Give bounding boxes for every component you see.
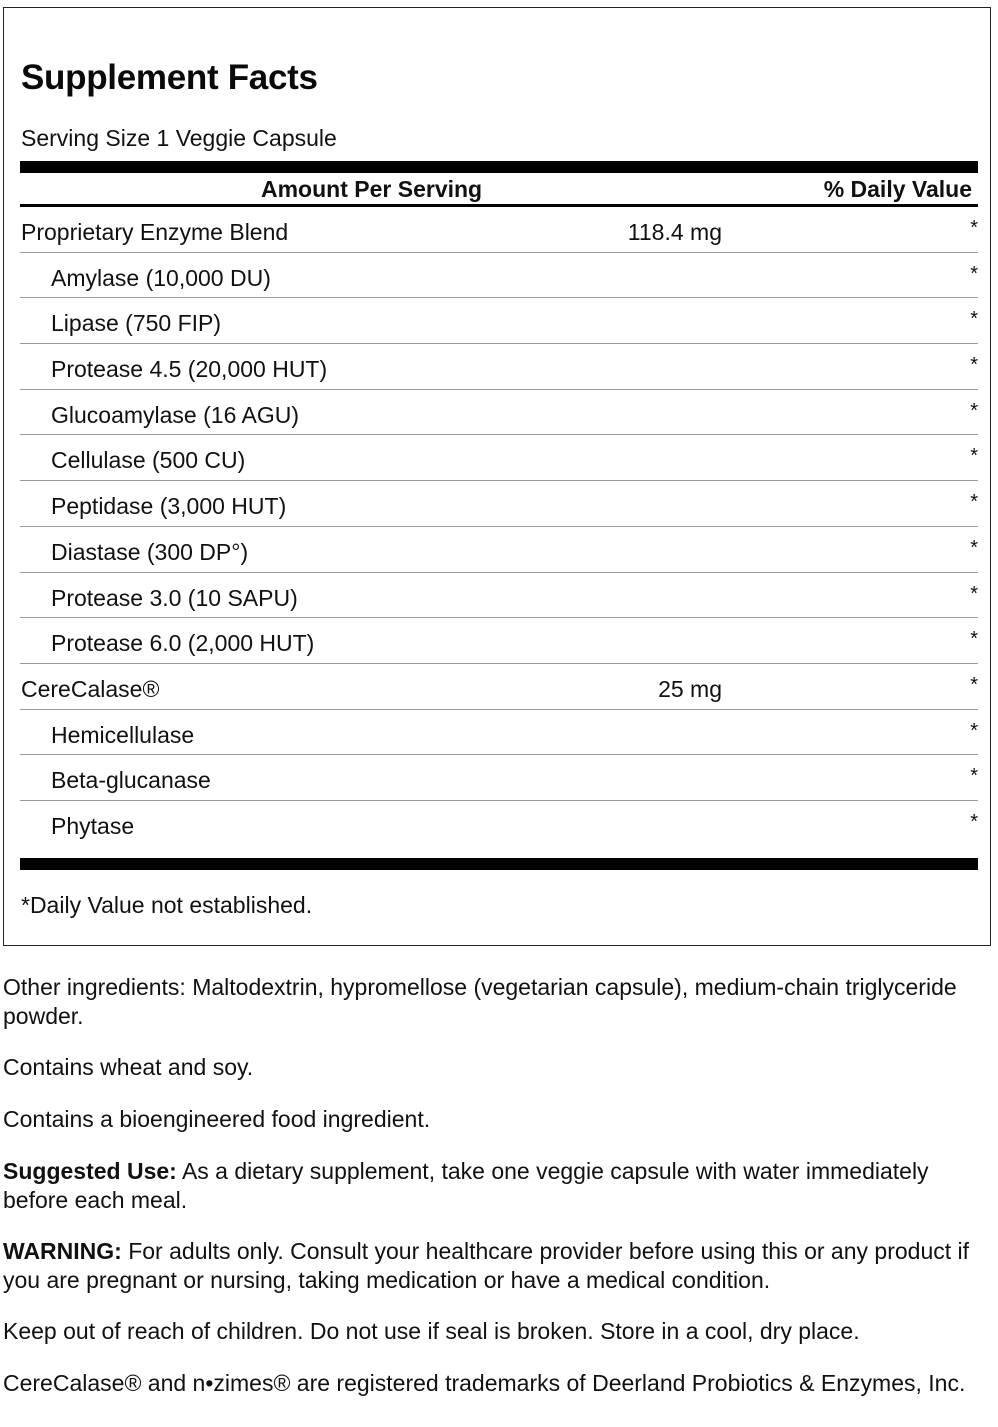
table-row bbox=[20, 710, 978, 756]
daily-value-mark: * bbox=[970, 582, 978, 605]
ingredient-name: Proprietary Enzyme Blend bbox=[21, 219, 289, 245]
suggested-use-text: As a dietary supplement, take one veggie capsule with water immediately before each meal. bbox=[3, 1158, 929, 1213]
ingredient-name: Protease 6.0 (2,000 HUT) bbox=[51, 630, 315, 657]
header-amount-per-serving: Amount Per Serving bbox=[261, 176, 483, 202]
ingredient-amount: 118.4 mg bbox=[627, 219, 722, 245]
ingredient-name: Glucoamylase (16 AGU) bbox=[51, 401, 299, 428]
daily-value-mark: * bbox=[970, 354, 978, 377]
table-row bbox=[20, 481, 978, 527]
ingredient-name: Peptidase (3,000 HUT) bbox=[51, 493, 287, 520]
trademark-statement: CereCalase® and n•zimes® are registered trademarks of Deerland Probiotics & Enzymes, Inc. bbox=[3, 1370, 966, 1396]
ingredient-name: Beta-glucanase bbox=[51, 767, 211, 794]
daily-value-mark: * bbox=[970, 262, 978, 285]
top-thick-rule bbox=[20, 161, 978, 173]
storage-statement: Keep out of reach of children. Do not use if seal is broken. Store in a cool, dry place. bbox=[3, 1318, 860, 1344]
ingredient-name: Phytase bbox=[51, 812, 135, 839]
table-row bbox=[20, 573, 978, 619]
bottom-thick-rule bbox=[20, 858, 978, 870]
suggested-use bbox=[3, 1157, 995, 1214]
warning-label: WARNING: bbox=[3, 1238, 122, 1264]
warning bbox=[3, 1237, 995, 1294]
daily-value-mark: * bbox=[970, 308, 978, 331]
ingredient-name: Hemicellulase bbox=[51, 721, 195, 748]
table-row bbox=[20, 298, 978, 344]
table-row bbox=[20, 344, 978, 390]
daily-value-mark: * bbox=[970, 217, 978, 239]
warning-text: For adults only. Consult your healthcare provider before using this or any product if you are pregnant or nursing, taking medication or have a medical condition. bbox=[3, 1238, 970, 1293]
daily-value-mark: * bbox=[970, 491, 978, 514]
ingredient-name: Diastase (300 DP°) bbox=[51, 538, 249, 565]
serving-size: Serving Size 1 Veggie Capsule bbox=[21, 125, 337, 151]
table-row bbox=[20, 207, 978, 253]
daily-value-mark: * bbox=[970, 536, 978, 559]
table-row bbox=[20, 618, 978, 664]
ingredient-name: Cellulase (500 CU) bbox=[51, 447, 246, 474]
ingredient-name: Amylase (10,000 DU) bbox=[51, 264, 271, 291]
facts-title: Supplement Facts bbox=[21, 58, 318, 97]
bioengineered-statement: Contains a bioengineered food ingredient. bbox=[3, 1106, 431, 1132]
table-row bbox=[20, 527, 978, 573]
table-row bbox=[20, 755, 978, 801]
ingredient-amount: 25 mg bbox=[658, 675, 722, 702]
ingredient-name: Lipase (750 FIP) bbox=[51, 310, 222, 337]
suggested-use-label: Suggested Use: bbox=[3, 1158, 177, 1184]
daily-value-mark: * bbox=[970, 445, 978, 468]
ingredient-name: Protease 4.5 (20,000 HUT) bbox=[51, 356, 328, 383]
daily-value-mark: * bbox=[970, 765, 978, 788]
table-row bbox=[20, 664, 978, 710]
supplement-facts-panel bbox=[3, 7, 991, 946]
ingredient-name: Protease 3.0 (10 SAPU) bbox=[51, 584, 298, 611]
table-row bbox=[20, 435, 978, 481]
ingredient-rows bbox=[20, 207, 978, 847]
daily-value-footnote: *Daily Value not established. bbox=[21, 892, 313, 918]
header-daily-value: % Daily Value bbox=[823, 176, 972, 202]
allergen-statement: Contains wheat and soy. bbox=[3, 1054, 254, 1080]
daily-value-mark: * bbox=[970, 719, 978, 742]
daily-value-mark: * bbox=[970, 810, 978, 833]
daily-value-mark: * bbox=[970, 673, 978, 696]
ingredient-name: CereCalase® bbox=[21, 675, 160, 702]
daily-value-mark: * bbox=[970, 628, 978, 651]
table-header bbox=[20, 173, 978, 207]
daily-value-mark: * bbox=[970, 399, 978, 422]
table-row bbox=[20, 801, 978, 847]
table-row bbox=[20, 390, 978, 436]
other-ingredients: Other ingredients: Maltodextrin, hypromellose (vegetarian capsule), medium-chain triglyceride powder. bbox=[3, 974, 957, 1029]
table-row bbox=[20, 253, 978, 299]
